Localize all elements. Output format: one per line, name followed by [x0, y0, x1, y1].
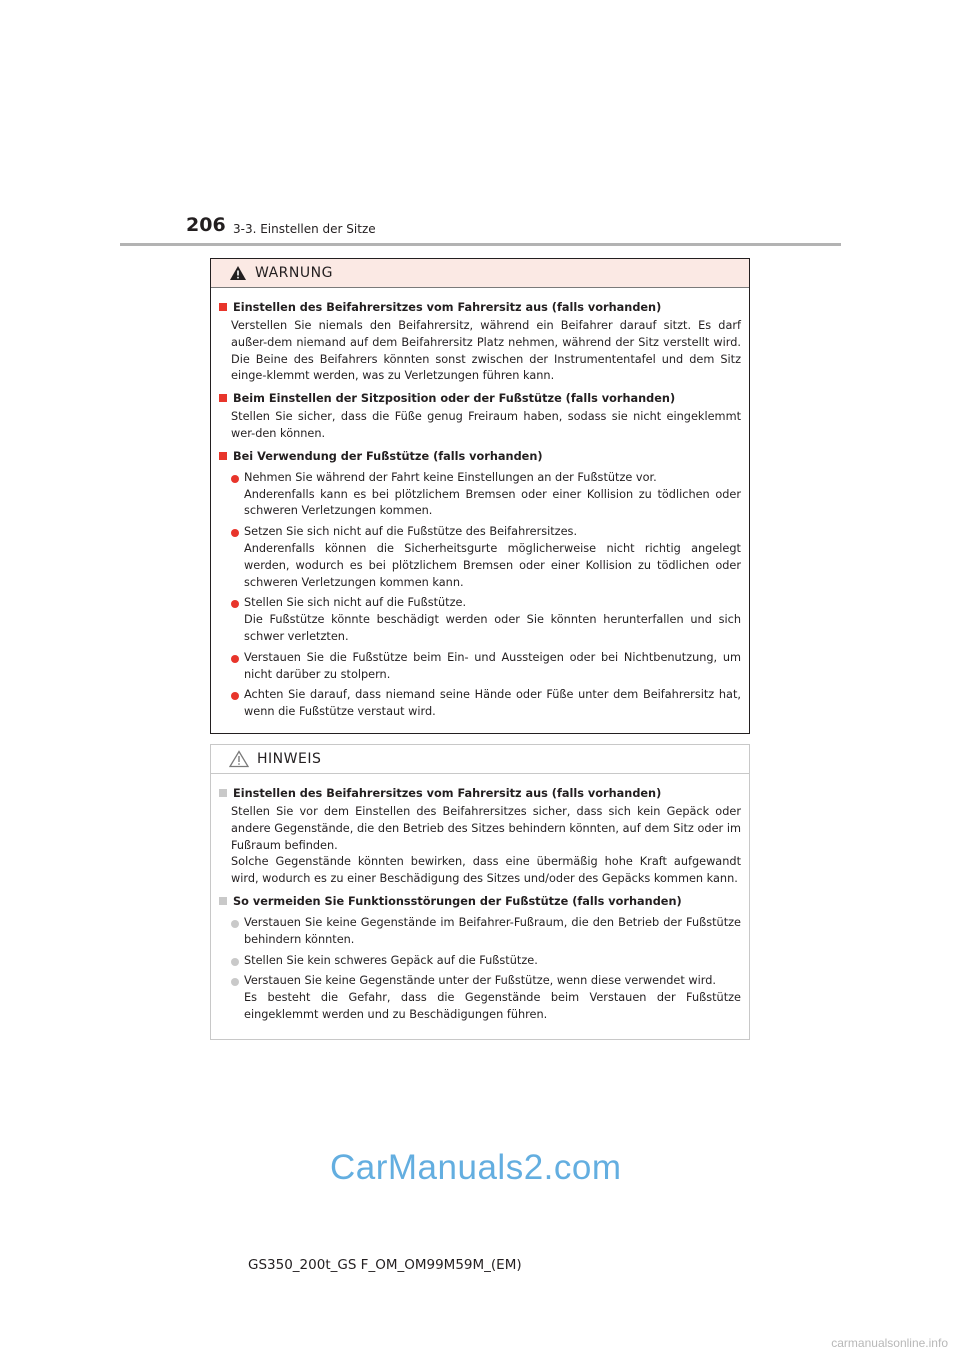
square-bullet-icon	[219, 452, 227, 460]
notice-box	[210, 744, 750, 1040]
caution-triangle-icon	[229, 750, 249, 768]
warning-section-3	[219, 449, 741, 721]
list-item	[219, 524, 741, 591]
warning-title: WARNUNG	[255, 265, 333, 281]
round-bullet-icon	[231, 600, 239, 608]
list-item	[219, 595, 741, 645]
bullet-text: Verstauen Sie keine Gegenstände im Beifahrer-Fußraum, die den Betrieb der Fußstütze behindern könnten.	[244, 915, 741, 946]
header-rule	[120, 243, 841, 246]
bullet-text: Es besteht die Gefahr, dass die Gegenstände beim Verstauen der Fußstütze eingeklemmt werden und zu Beschädigungen führen.	[244, 991, 741, 1021]
bullet-text: Anderenfalls kann es bei plötzlichem Bremsen oder einer Kollision zu tödlichen oder schweren Verletzungen kommen.	[244, 487, 741, 518]
section-text: Stellen Sie sicher, dass die Füße genug Freiraum haben, sodass sie nicht eingeklemmt wer-den können.	[231, 410, 741, 440]
bullet-title: Nehmen Sie während der Fahrt keine Einstellungen an der Fußstütze vor.	[244, 470, 657, 484]
round-bullet-icon	[231, 920, 239, 928]
round-bullet-icon	[231, 958, 239, 966]
square-bullet-icon	[219, 394, 227, 402]
list-item	[219, 687, 741, 721]
round-bullet-icon	[231, 529, 239, 537]
watermark-logo: CarManuals2.com	[330, 1148, 622, 1187]
section-heading: Einstellen des Beifahrersitzes vom Fahrersitz aus (falls vorhanden)	[233, 301, 662, 314]
square-bullet-icon	[219, 303, 227, 311]
notice-title: HINWEIS	[257, 751, 322, 767]
warning-box	[210, 258, 750, 734]
section-heading: Bei Verwendung der Fußstütze (falls vorhanden)	[233, 449, 543, 463]
bullet-text: Achten Sie darauf, dass niemand seine Hände oder Füße unter dem Beifahrersitz hat, wenn die Fußstütze verstaut wird.	[244, 688, 741, 719]
bullet-text: Die Fußstütze könnte beschädigt werden oder Sie könnten herunterfallen und sich schwer verletzten.	[244, 613, 741, 643]
round-bullet-icon	[231, 978, 239, 986]
corner-watermark: carmanualsonline.info	[831, 1336, 948, 1350]
footer-code: GS350_200t_GS F_OM_OM99M59M_(EM)	[248, 1257, 522, 1273]
notice-section-1	[219, 786, 741, 888]
square-bullet-icon	[219, 789, 227, 797]
section-text: Verstellen Sie niemals den Beifahrersitz, während ein Beifahrer darauf sitzt. Es darf außer-dem niemand auf dem Beifahrersitz Platz nehmen, während der Sitz verstellt wird. Die Beine des Beifahrers könnten sonst zwischen der Instrumententafel und dem Sitz einge-klemmt werden, was zu Verletzungen führen kann.	[231, 319, 741, 383]
list-item	[219, 973, 741, 1023]
bullet-title: Setzen Sie sich nicht auf die Fußstütze des Beifahrersitzes.	[244, 525, 578, 539]
round-bullet-icon	[231, 692, 239, 700]
page-number: 206	[186, 214, 226, 236]
notice-section-2	[219, 894, 741, 1024]
warning-section-2	[219, 391, 741, 443]
section-text: Solche Gegenstände könnten bewirken, dass eine übermäßig hohe Kraft aufgewandt wird, wodurch es zu einer Beschädigung des Sitzes und/oder des Gepäcks kommen kann.	[231, 855, 741, 886]
section-text: Stellen Sie vor dem Einstellen des Beifahrersitzes sicher, dass sich kein Gepäck oder andere Gegenstände, die den Betrieb des Sitzes behindern könnten, auf dem Sitz oder im Fußraum befinden.	[231, 805, 741, 852]
list-item	[219, 470, 741, 520]
round-bullet-icon	[231, 655, 239, 663]
bullet-title: Stellen Sie sich nicht auf die Fußstütze.	[244, 596, 467, 610]
section-title: 3-3. Einstellen der Sitze	[233, 222, 376, 236]
section-heading: So vermeiden Sie Funktionsstörungen der Fußstütze (falls vorhanden)	[233, 894, 682, 908]
list-item	[219, 650, 741, 684]
warning-header	[211, 259, 749, 288]
section-heading: Einstellen des Beifahrersitzes vom Fahrersitz aus (falls vorhanden)	[233, 787, 662, 800]
bullet-text: Verstauen Sie die Fußstütze beim Ein- und Aussteigen oder bei Nichtbenutzung, um nicht darüber zu stolpern.	[244, 650, 741, 681]
list-item	[219, 953, 741, 970]
list-item	[219, 915, 741, 949]
warning-section-1	[219, 300, 741, 385]
section-heading: Beim Einstellen der Sitzposition oder der Fußstütze (falls vorhanden)	[233, 392, 676, 406]
round-bullet-icon	[231, 475, 239, 483]
warning-triangle-icon	[229, 265, 247, 281]
notice-header	[211, 745, 749, 774]
square-bullet-icon	[219, 897, 227, 905]
bullet-text: Anderenfalls können die Sicherheitsgurte möglicherweise nicht richtig angelegt werden, wodurch es bei plötzlichem Bremsen oder einer Kollision zu tödlichen oder schweren Verletzungen kommen kann.	[244, 541, 741, 589]
bullet-title: Verstauen Sie keine Gegenstände unter der Fußstütze, wenn diese verwendet wird.	[244, 974, 716, 988]
bullet-text: Stellen Sie kein schweres Gepäck auf die Fußstütze.	[244, 953, 538, 967]
